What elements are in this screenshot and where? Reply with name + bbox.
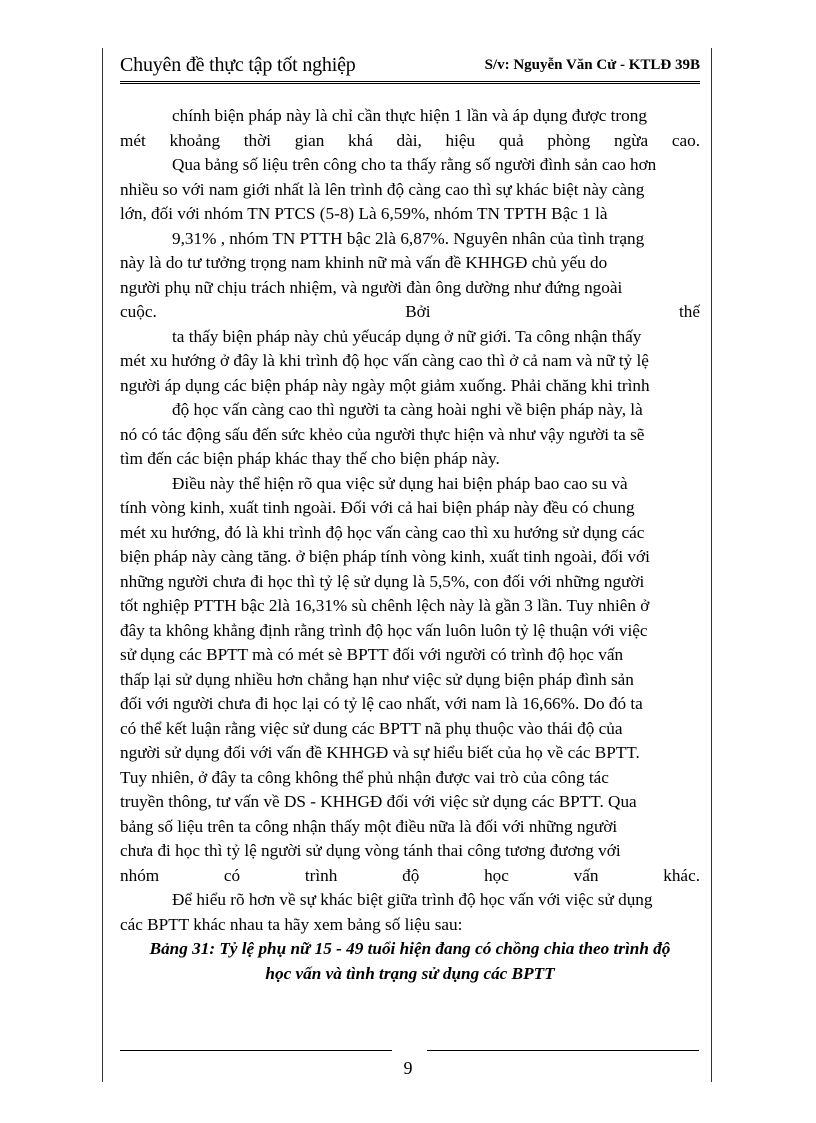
text-line: thấp lại sử dụng nhiều hơn chẳng hạn như việc sử dụng biện pháp đình sản [120, 669, 634, 689]
table-caption-line-1: Bảng 31: Tỷ lệ phụ nữ 15 - 49 tuổi hiện đang có chồng chia theo trình độ [149, 939, 671, 958]
header-rule [120, 81, 700, 86]
text-line: Điều này thể hiện rõ qua việc sử dụng hai biện pháp bao cao su và [172, 473, 628, 493]
text-line: bảng số liệu trên ta công nhận thấy một điều nữa là đối với những người [120, 816, 618, 836]
text-line: đối với người chưa đi học lại có tỷ lệ cao nhất, với nam là 16,66%. Do đó ta [120, 694, 643, 713]
text-line: biện pháp này càng tăng. ở biện pháp tính vòng kinh, xuất tinh ngoài, đối với [120, 547, 650, 566]
text-line: này là do tư tưởng trọng nam khinh nữ mà vấn đề KHHGĐ chủ yếu do [120, 253, 608, 272]
text-line: ta thấy biện pháp này chủ yếucáp dụng ở nữ giới. Ta công nhận thấy [172, 326, 642, 346]
text-line: đây ta không khẳng định rằng trình độ học vấn luôn luôn tỷ lệ thuận với việc [120, 620, 648, 640]
page-header [120, 54, 700, 82]
text-line: nó có tác động sấu đến sức khẻo của người thực hiện và như vậy người ta sẽ [120, 424, 645, 444]
text-line: mét xu hướng ở đây là khi trình độ học vấn càng cao thì ở cả nam và nữ tỷ lệ [120, 351, 649, 370]
table-caption-line-2: học vấn và tình trạng sử dụng các BPTT [265, 963, 555, 983]
page-number: 9 [403, 1058, 413, 1078]
body-text [120, 104, 700, 986]
text-line: Để hiểu rõ hơn về sự khác biệt giữa trình độ học vấn với việc sử dụng [172, 890, 653, 909]
text-line: Qua bảng số liệu trên công cho ta thấy rằng số người đình sản cao hơn [172, 155, 657, 174]
text-line: có thể kết luận rằng việc sử dung các BPTT nã phụ thuộc vào thái độ của [120, 718, 623, 738]
text-line: người phụ nữ chịu trách nhiệm, và người đàn ông dường như đứng ngoài [120, 277, 623, 297]
footer-rule-left [120, 1050, 392, 1051]
header-author: S/v: Nguyễn Văn Cử - KTLĐ 39B [484, 57, 700, 73]
text-line: chính biện pháp này là chỉ cần thực hiện 1 lần và áp dụng được trong [172, 106, 647, 125]
text-line: những người chưa đi học thì tỷ lệ sử dụng là 5,5%, con đối với những người [120, 571, 645, 591]
footer-rule-right [427, 1050, 699, 1051]
text-line: Tuy nhiên, ở đây ta công không thể phủ nhận được vai trò của công tác [120, 767, 609, 787]
text-line: lớn, đối với nhóm TN PTCS (5-8) Là 6,59%, nhóm TN TPTH Bậc 1 là [120, 204, 608, 223]
text-line: cuộc. Bởi thế [120, 302, 700, 321]
text-line: người sử dụng đối với vấn đề KHHGĐ và sự hiểu biết của họ về các BPTT. [120, 743, 640, 762]
text-line: chưa đi học thì tỷ lệ người sử dụng vòng tánh thai công tương đương với [120, 841, 621, 860]
text-line: tính vòng kinh, xuất tinh ngoài. Đối với cả hai biện pháp này đều có chung [120, 498, 635, 517]
text-line: 9,31% , nhóm TN PTTH bậc 2là 6,87%. Nguyên nhân của tình trạng [172, 228, 645, 248]
text-line: nhiều so với nam giới nhất là lên trình độ càng cao thì sự khác biệt này càng [120, 179, 645, 199]
text-line: mét khoảng thời gian khá dài, hiệu quả phòng ngừa cao. [120, 130, 700, 150]
text-line: tốt nghiệp PTTH bậc 2là 16,31% sù chênh lệch này là gần 3 lần. Tuy nhiên ở [120, 596, 650, 615]
text-line: người áp dụng các biện pháp này ngày một giảm xuống. Phải chăng khi trình [120, 375, 650, 395]
text-line: sử dụng các BPTT mà có mét sè BPTT đối với người có trình độ học vấn [120, 645, 624, 664]
header-title: Chuyên đề thực tập tốt nghiệp [120, 54, 356, 76]
text-line: các BPTT khác nhau ta hãy xem bảng số liệu sau: [120, 914, 463, 934]
text-line: mét xu hướng, đó là khi trình độ học vấn càng cao thì xu hướng sử dụng các [120, 522, 645, 542]
text-line: nhóm có trình độ học vấn khác. [120, 865, 700, 885]
text-line: truyền thông, tư vấn về DS - KHHGĐ đối với việc sử dụng các BPTT. Qua [120, 792, 637, 811]
text-line: độ học vấn càng cao thì người ta càng hoài nghi về biện pháp này, là [172, 400, 643, 419]
text-line: tìm đến các biện pháp khác thay thế cho biện pháp này. [120, 449, 500, 468]
